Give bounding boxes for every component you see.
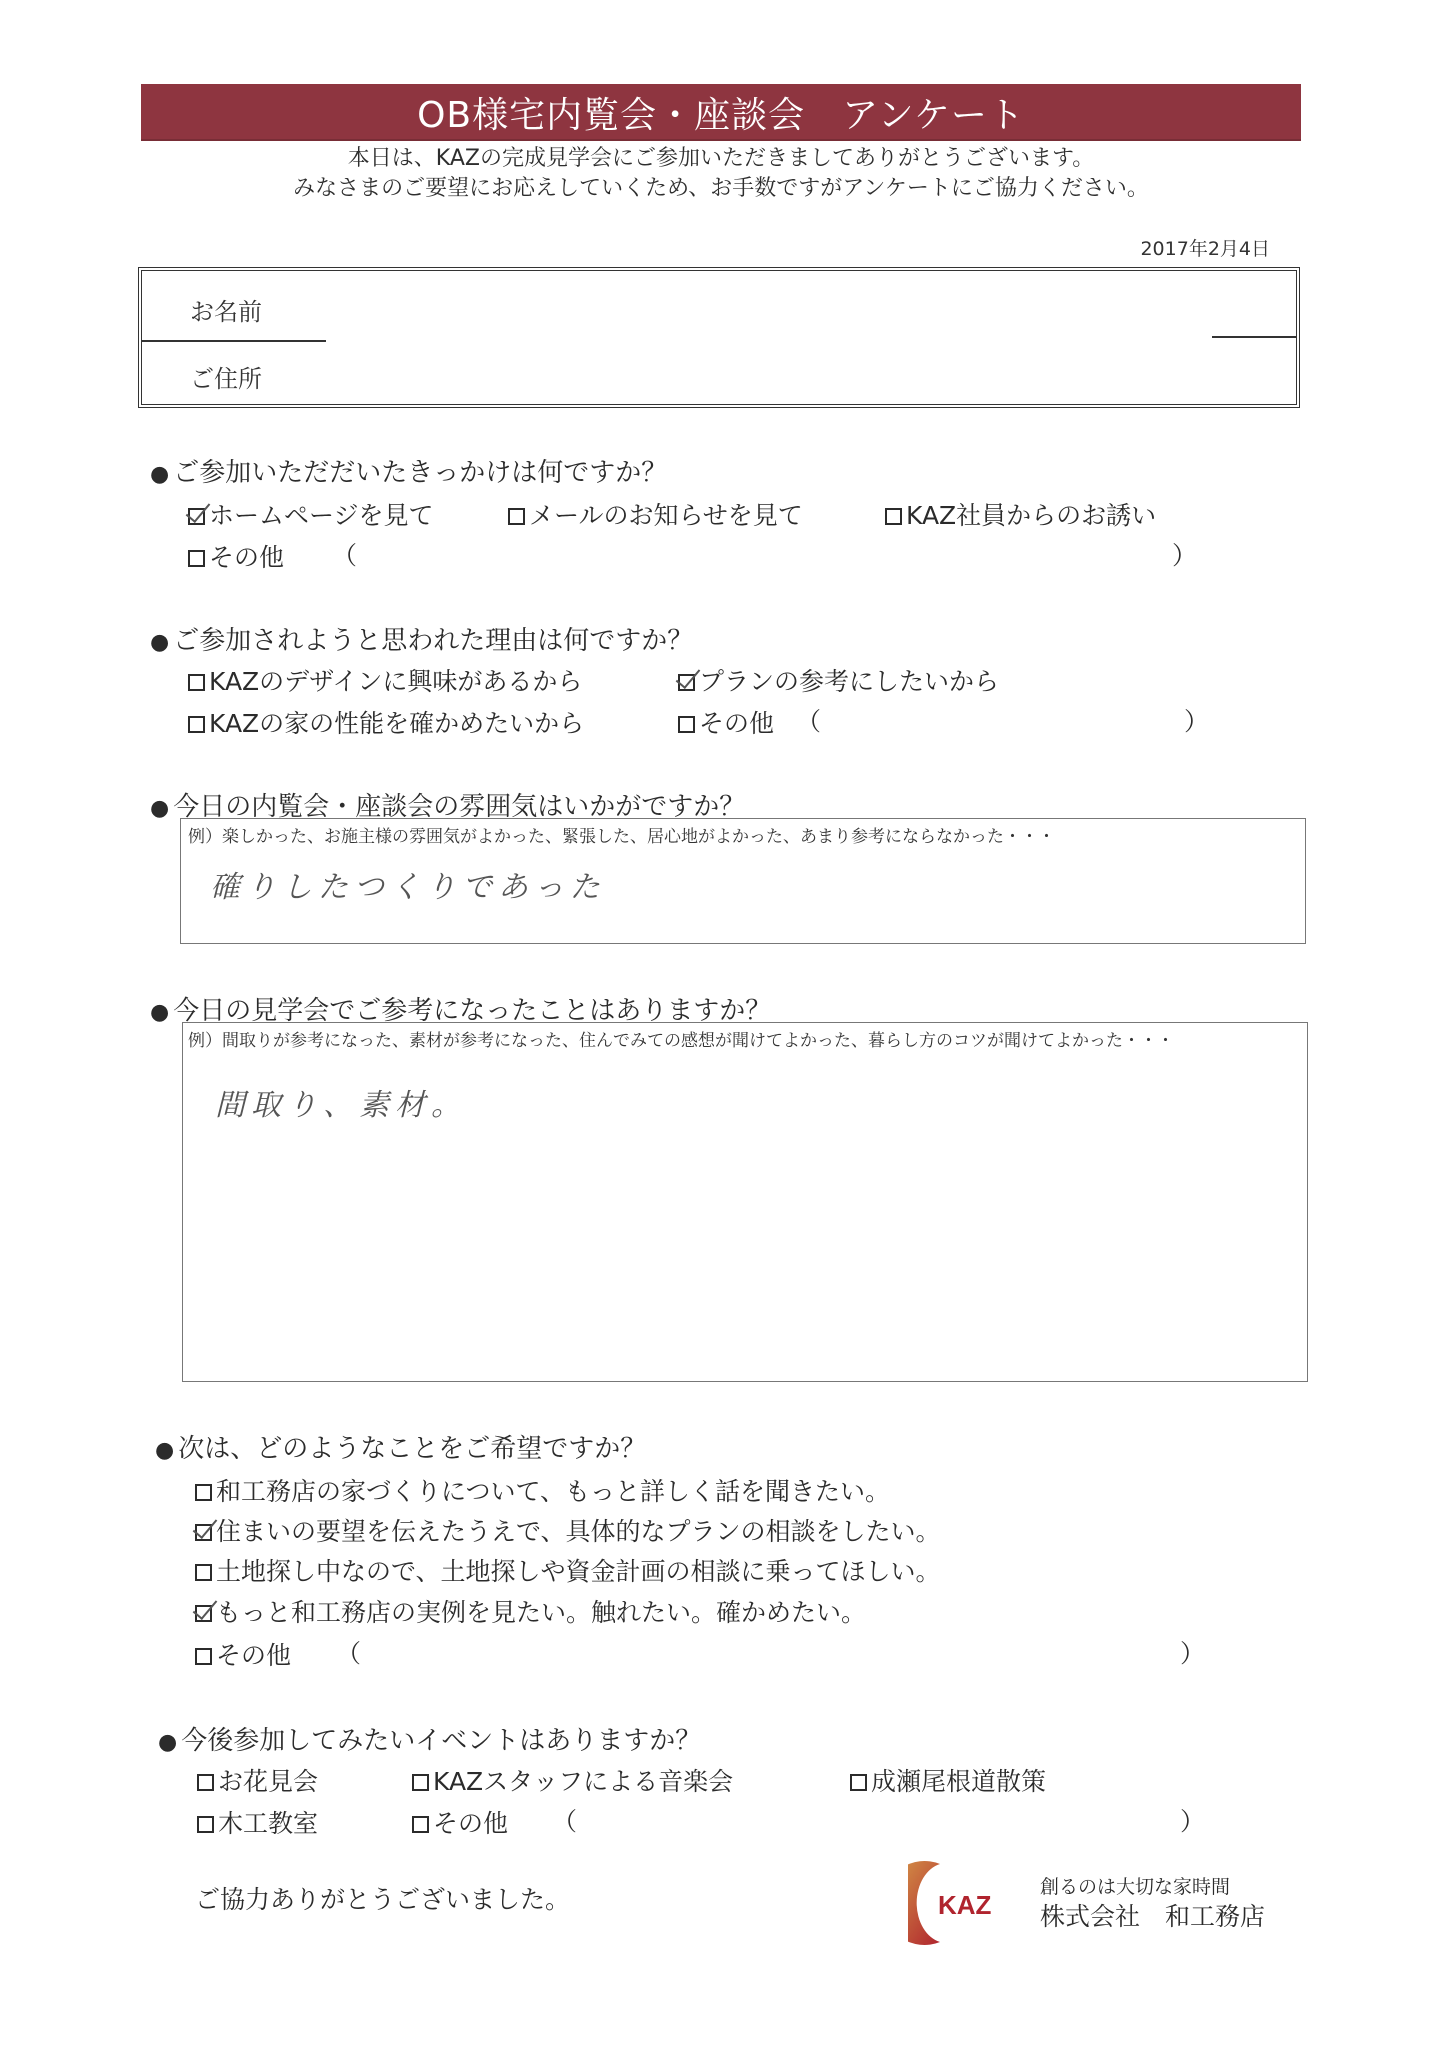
q6-paren-open: （ [552, 1807, 578, 1836]
name-label: お名前 [190, 298, 262, 326]
survey-title: OB様宅内覧会・座談会 アンケート [141, 84, 1301, 141]
thanks-message: ご協力ありがとうございました。 [195, 1885, 571, 1914]
checkbox-icon[interactable] [188, 674, 205, 691]
info-divider-right [1212, 336, 1296, 338]
company-slogan: 創るのは大切な家時間 [1040, 1876, 1231, 1898]
survey-date: 2017年2月4日 [1140, 238, 1270, 260]
q5-option-examples[interactable]: もっと和工務店の実例を見たい。触れたい。確かめたい。 [195, 1593, 866, 1629]
q6-paren-close: ） [1180, 1807, 1206, 1836]
checkbox-icon[interactable] [195, 1564, 212, 1581]
q2-option-design[interactable]: KAZのデザインに興味があるから [188, 662, 582, 698]
question-6: ● 今後参加してみたいイベントはありますか？ [158, 1726, 702, 1756]
q2-paren-open: （ [796, 707, 822, 736]
checkbox-icon[interactable] [195, 1648, 212, 1665]
info-divider [142, 340, 326, 342]
logo-text: KAZ [938, 1890, 992, 1920]
question-2: ● ご参加されようと思われた理由は何ですか？ [150, 626, 694, 656]
q2-option-plan[interactable]: プランの参考にしたいから [678, 662, 999, 698]
q1-paren-open: （ [332, 541, 358, 570]
checkbox-icon[interactable] [197, 1774, 214, 1791]
intro-line-2: みなさまのご要望にお応えしていくため、お手数ですがアンケートにご協力ください。 [293, 176, 1149, 201]
q3-example: 例）楽しかった、お施主様の雰囲気がよかった、緊張した、居心地がよかった、あまり参考にならなかった・・・ [188, 827, 1055, 847]
checkbox-checked-icon[interactable] [678, 674, 695, 691]
kaz-logo [908, 1860, 1018, 1946]
q6-option-walk[interactable]: 成瀬尾根道散策 [850, 1762, 1046, 1798]
question-4: ● 今日の見学会でご参考になったことはありますか？ [150, 996, 772, 1026]
intro-line-1: 本日は、KAZの完成見学会にご参加いただきましてありがとうございます。 [347, 146, 1095, 171]
kaz-logo-icon [908, 1860, 1018, 1946]
q5-paren-open: （ [336, 1639, 362, 1668]
q6-option-hanami[interactable]: お花見会 [197, 1762, 318, 1798]
question-5: ● 次は、どのようなことをご希望ですか？ [155, 1434, 647, 1464]
q2-option-performance[interactable]: KAZの家の性能を確かめたいから [188, 704, 584, 740]
q1-paren-close: ） [1172, 541, 1198, 570]
name-field[interactable] [326, 272, 1206, 336]
checkbox-icon[interactable] [188, 550, 205, 567]
checkbox-icon[interactable] [885, 508, 902, 525]
checkbox-checked-icon[interactable] [195, 1605, 212, 1622]
checkbox-icon[interactable] [195, 1484, 212, 1501]
q5-option-plan[interactable]: 住まいの要望を伝えたうえで、具体的なプランの相談をしたい。 [195, 1512, 941, 1548]
question-1: ● ご参加いただだいたきっかけは何ですか？ [150, 458, 668, 488]
q4-answer-box[interactable] [182, 1022, 1308, 1382]
q4-example: 例）間取りが参考になった、素材が参考になった、住んでみての感想が聞けてよかった、暮らし方のコツが聞けてよかった・・・ [188, 1031, 1174, 1051]
q2-paren-close: ） [1184, 707, 1210, 736]
q5-option-land[interactable]: 土地探し中なので、土地探しや資金計画の相談に乗ってほしい。 [195, 1552, 941, 1588]
checkbox-checked-icon[interactable] [188, 508, 205, 525]
q3-handwritten-answer: 確りしたつくりであった [210, 870, 606, 905]
q5-paren-close: ） [1180, 1639, 1206, 1668]
q6-option-other[interactable]: その他 [412, 1804, 508, 1840]
q5-option-other[interactable]: その他 [195, 1636, 291, 1672]
checkbox-icon[interactable] [678, 716, 695, 733]
checkbox-icon[interactable] [412, 1774, 429, 1791]
q5-option-detail[interactable]: 和工務店の家づくりについて、もっと詳しく話を聞きたい。 [195, 1472, 890, 1508]
q4-handwritten-answer: 間取り、素材。 [215, 1088, 467, 1123]
q2-option-other[interactable]: その他 [678, 704, 774, 740]
checkbox-icon[interactable] [197, 1816, 214, 1833]
address-label: ご住所 [190, 365, 262, 393]
checkbox-checked-icon[interactable] [195, 1524, 212, 1541]
question-3: ● 今日の内覧会・座談会の雰囲気はいかがですか？ [150, 792, 746, 822]
q6-option-concert[interactable]: KAZスタッフによる音楽会 [412, 1762, 733, 1798]
q1-option-mail[interactable]: メールのお知らせを見て [508, 496, 803, 532]
checkbox-icon[interactable] [412, 1816, 429, 1833]
checkbox-icon[interactable] [508, 508, 525, 525]
q1-option-other[interactable]: その他 [188, 538, 284, 574]
address-field[interactable] [326, 344, 1286, 400]
checkbox-icon[interactable] [850, 1774, 867, 1791]
q1-option-homepage[interactable]: ホームページを見て [188, 496, 434, 532]
q6-option-woodwork[interactable]: 木工教室 [197, 1804, 318, 1840]
q1-option-staff[interactable]: KAZ社員からのお誘い [885, 496, 1156, 532]
checkbox-icon[interactable] [188, 716, 205, 733]
company-name: 株式会社 和工務店 [1040, 1902, 1266, 1931]
